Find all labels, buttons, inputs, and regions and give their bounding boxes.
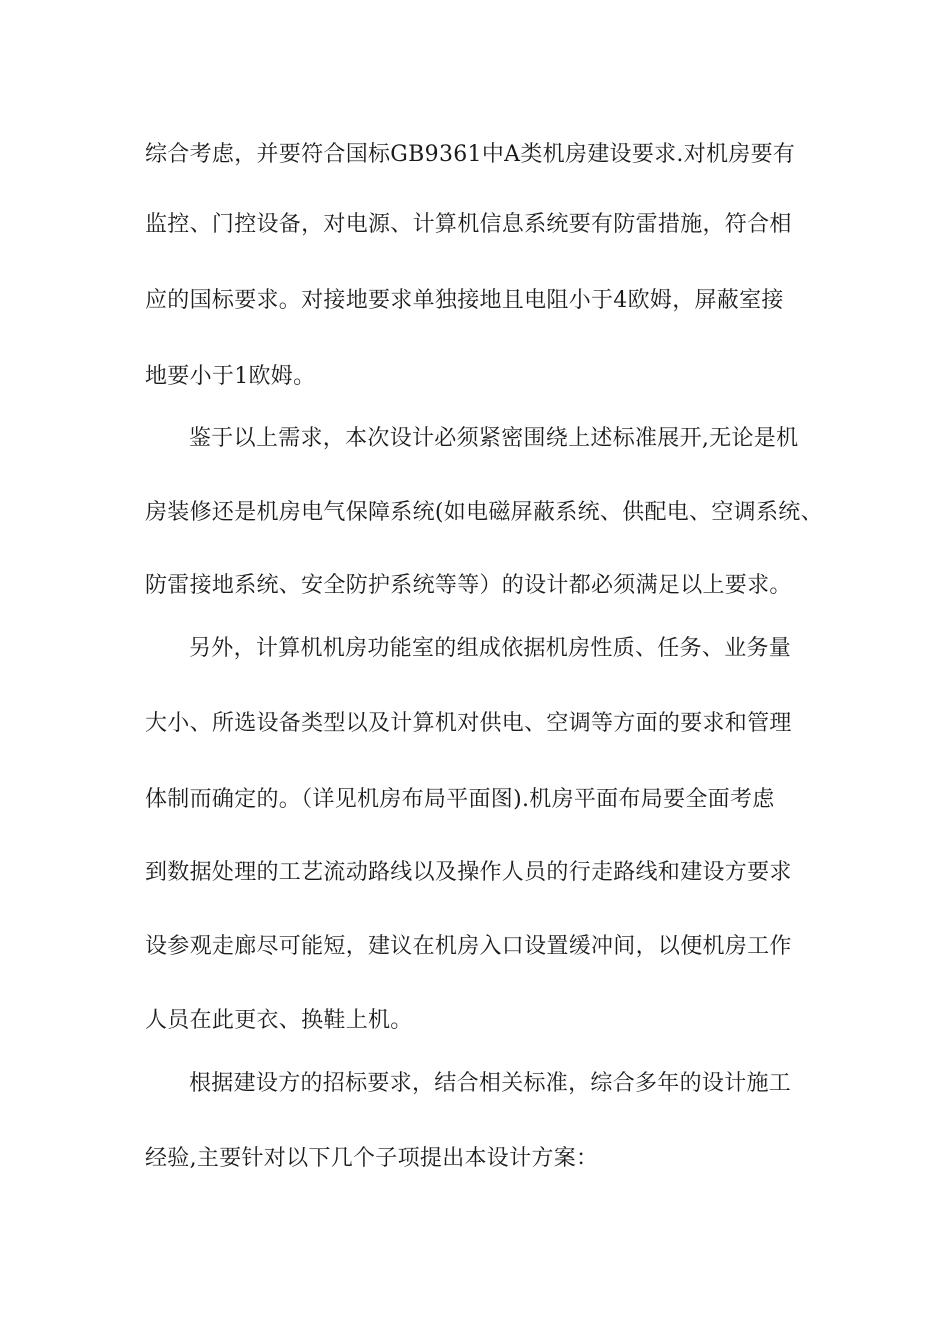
paragraph-start-line: 根据建设方的招标要求，结合相关标准，综合多年的设计施工 (189, 1071, 792, 1096)
text-line: 监控、门控设备，对电源、计算机信息系统要有防雷措施，符合相 (145, 212, 792, 237)
text-line: 体制而确定的。（详见机房布局平面图).机房平面布局要全面考虑 (145, 787, 775, 812)
text-line: 人员在此更衣、换鞋上机。 (145, 1008, 413, 1033)
text-line: 大小、所选设备类型以及计算机对供电、空调等方面的要求和管理 (145, 711, 792, 736)
text-line: 综合考虑，并要符合国标GB9361中A类机房建设要求.对机房要有 (145, 142, 796, 167)
text-line: 到数据处理的工艺流动路线以及操作人员的行走路线和建设方要求 (145, 860, 792, 885)
text-line: 设参观走廊尽可能短，建议在机房入口设置缓冲间，以便机房工作 (145, 934, 792, 959)
paragraph-start-line: 鉴于以上需求，本次设计必须紧密围绕上述标准展开,无论是机 (189, 426, 799, 451)
text-line: 经验,主要针对以下几个子项提出本设计方案： (145, 1146, 599, 1171)
text-line: 防雷接地系统、安全防护系统等等）的设计都必须满足以上要求。 (145, 573, 792, 598)
paragraph-start-line: 另外，计算机机房功能室的组成依据机房性质、任务、业务量 (189, 636, 792, 661)
text-line: 房装修还是机房电气保障系统(如电磁屏蔽系统、供配电、空调系统、 (145, 500, 823, 525)
text-line: 地要小于1欧姆。 (145, 364, 316, 389)
text-line: 应的国标要求。对接地要求单独接地且电阻小于4欧姆，屏蔽室接 (145, 288, 784, 313)
